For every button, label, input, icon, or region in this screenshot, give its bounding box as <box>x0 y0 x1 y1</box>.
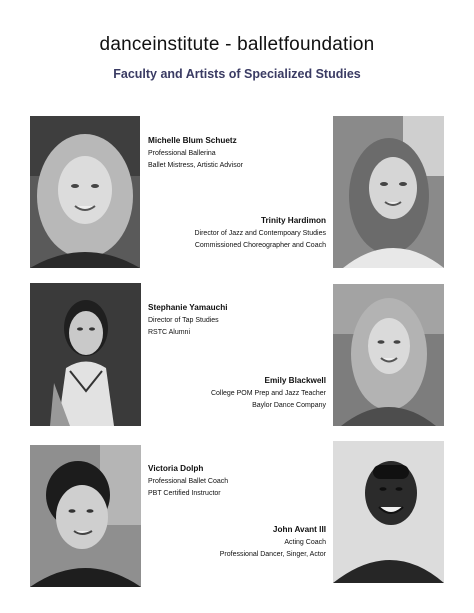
bio-trinity <box>194 214 326 252</box>
bio-john <box>220 523 326 561</box>
faculty-credit: Baylor Dance Company <box>252 402 326 409</box>
faculty-name: Victoria Dolph <box>148 464 204 473</box>
faculty-role: Professional Ballerina <box>148 150 216 157</box>
portrait-photo-trinity <box>333 116 444 268</box>
page-title: danceinstitute - balletfoundation <box>99 34 375 55</box>
faculty-name: Michelle Blum Schuetz <box>148 136 237 145</box>
faculty-credit: Commissioned Choreographer and Coach <box>194 242 326 249</box>
bio-stephanie <box>148 301 227 339</box>
faculty-role: Professional Ballet Coach <box>148 478 229 485</box>
faculty-name: Stephanie Yamauchi <box>148 303 228 312</box>
faculty-credit: RSTC Alumni <box>148 329 191 336</box>
faculty-role: Acting Coach <box>284 539 326 546</box>
faculty-name: John Avant III <box>272 525 326 534</box>
bio-michelle <box>148 134 243 172</box>
faculty-credit: Professional Dancer, Singer, Actor <box>219 551 326 558</box>
portrait-photo-stephanie <box>30 283 141 426</box>
faculty-credit: PBT Certified Instructor <box>148 490 221 497</box>
faculty-role: Director of Tap Studies <box>148 317 219 324</box>
portrait-photo-michelle <box>30 116 140 268</box>
portrait-photo-john <box>333 441 444 583</box>
page-subtitle: Faculty and Artists of Specialized Studies <box>113 67 361 81</box>
portrait-photo-emily <box>333 284 444 426</box>
bio-emily <box>211 374 326 412</box>
faculty-credit: Ballet Mistress, Artistic Advisor <box>148 162 243 169</box>
faculty-role: Director of Jazz and Contempoary Studies <box>194 230 326 237</box>
faculty-name: Emily Blackwell <box>264 376 326 385</box>
portrait-photo-victoria <box>30 445 141 587</box>
bio-victoria <box>148 462 228 500</box>
faculty-role: College POM Prep and Jazz Teacher <box>210 390 326 397</box>
faculty-name: Trinity Hardimon <box>260 216 326 225</box>
